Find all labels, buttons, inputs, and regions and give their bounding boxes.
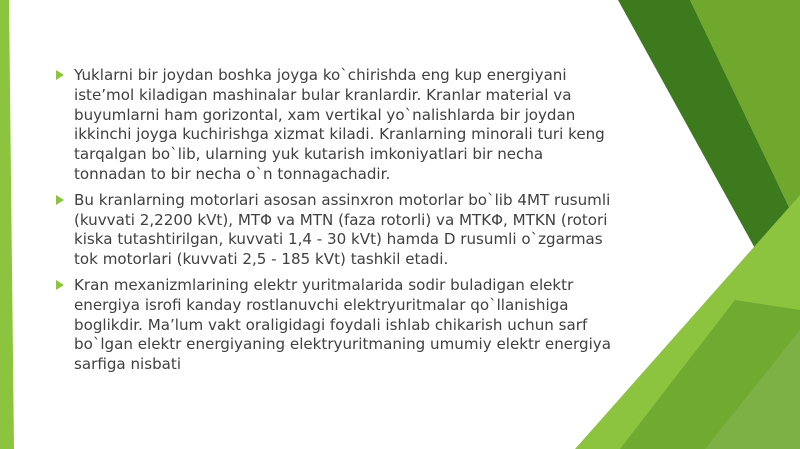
bullet-text: Kran mexanizmlarining elektr yuritmalarida sodir buladigan elektr energiya isrofi kanday rostlanuvchi elektryuritmalar qo`llanishiga boglikdir. Ma’lum vakt oraligidagi foydali ishlab chikarish uchun sarf bo`lgan elektr energiyaning elektryuritmaning umumiy elektr energiya sarfiga nisbati — [74, 275, 611, 374]
bullet-item — [56, 66, 616, 185]
triangle-right-icon — [56, 195, 64, 205]
left-edge-stripe — [0, 0, 14, 449]
bullet-text: Yuklarni bir joydan boshka joyga ko`chirishda eng kup energiyani iste’mol kiladigan mashinalar bular kranlardir. Kranlar material va buyumlarni ham gorizontal, xam vertikal yo`nalishlarda bir joydan ikkinchi joyga kuchirishga xizmat kiladi. Kranlarning minorali turi keng tarqalgan bo`lib, ularning yuk kutarish imkoniyatlari bir necha tonnadan to bir necha o`n tonnagachadir. — [74, 66, 605, 183]
bullet-list — [56, 66, 616, 381]
bullet-item — [56, 191, 616, 270]
triangle-right-icon — [56, 70, 64, 80]
triangle-right-icon — [56, 280, 64, 290]
bullet-item — [56, 276, 616, 375]
bullet-text: Bu kranlarning motorlari asosan assinxron motorlar bo`lib 4MT rusumli (kuvvati 2,2200 kVt), MTΦ va MTN (faza rotorli) va MTKΦ, MTKN (rotori kiska tutashtirilgan, kuvvati 1,4 - 30 kVt) hamda D rusumli o`zgarmas tok motorlari (kuvvati 2,5 - 185 kVt) tashkil etadi. — [74, 190, 611, 269]
